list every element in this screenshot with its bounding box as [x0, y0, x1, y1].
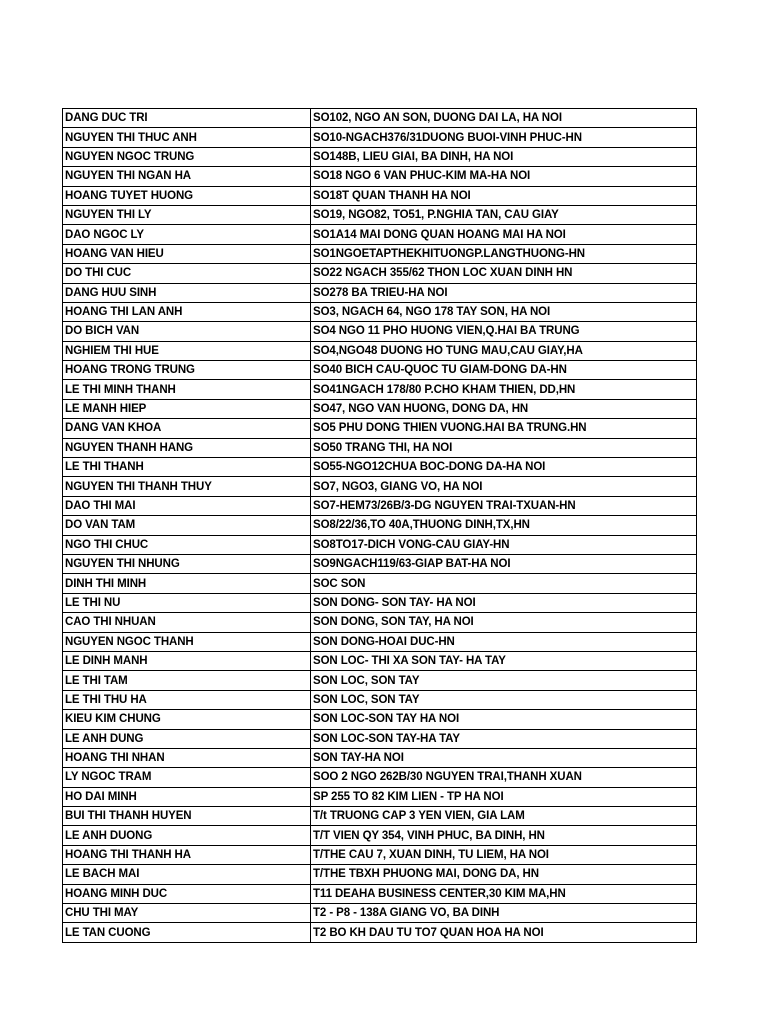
table-row: [63, 167, 697, 186]
address-cell[interactable]: SO7, NGO3, GIANG VO, HA NOI: [311, 477, 697, 496]
address-cell[interactable]: T/t TRUONG CAP 3 YEN VIEN, GIA LAM: [311, 807, 697, 826]
name-cell[interactable]: DINH THI MINH: [63, 574, 311, 593]
address-cell[interactable]: SO4,NGO48 DUONG HO TUNG MAU,CAU GIAY,HA: [311, 341, 697, 360]
table-row: [63, 651, 697, 670]
address-cell[interactable]: T11 DEAHA BUSINESS CENTER,30 KIM MA,HN: [311, 884, 697, 903]
address-cell[interactable]: SO55-NGO12CHUA BOC-DONG DA-HA NOI: [311, 458, 697, 477]
name-cell[interactable]: HOANG TRONG TRUNG: [63, 361, 311, 380]
address-cell[interactable]: SON DONG, SON TAY, HA NOI: [311, 613, 697, 632]
address-cell[interactable]: T/T VIEN QY 354, VINH PHUC, BA DINH, HN: [311, 826, 697, 845]
table-row: [63, 807, 697, 826]
name-cell[interactable]: LE ANH DUONG: [63, 826, 311, 845]
table-row: [63, 826, 697, 845]
address-cell[interactable]: SO1A14 MAI DONG QUAN HOANG MAI HA NOI: [311, 225, 697, 244]
address-cell[interactable]: SO8TO17-DICH VONG-CAU GIAY-HN: [311, 535, 697, 554]
address-table-body: [63, 109, 697, 943]
name-cell[interactable]: NGUYEN THI THANH THUY: [63, 477, 311, 496]
name-cell[interactable]: KIEU KIM CHUNG: [63, 710, 311, 729]
table-row: [63, 632, 697, 651]
table-row: [63, 574, 697, 593]
name-cell[interactable]: CAO THI NHUAN: [63, 613, 311, 632]
table-row: [63, 186, 697, 205]
table-row: [63, 865, 697, 884]
address-cell[interactable]: SO18 NGO 6 VAN PHUC-KIM MA-HA NOI: [311, 167, 697, 186]
table-row: [63, 302, 697, 321]
table-row: [63, 361, 697, 380]
name-cell[interactable]: NGO THI CHUC: [63, 535, 311, 554]
table-row: [63, 380, 697, 399]
address-cell[interactable]: SO1NGOETAPTHEKHITUONGP.LANGTHUONG-HN: [311, 244, 697, 263]
address-cell[interactable]: SO8/22/36,TO 40A,THUONG DINH,TX,HN: [311, 516, 697, 535]
address-cell[interactable]: SOO 2 NGO 262B/30 NGUYEN TRAI,THANH XUAN: [311, 768, 697, 787]
address-cell[interactable]: SON LOC-SON TAY HA NOI: [311, 710, 697, 729]
name-cell[interactable]: NGHIEM THI HUE: [63, 341, 311, 360]
table-row: [63, 264, 697, 283]
name-cell[interactable]: DANG VAN KHOA: [63, 419, 311, 438]
table-row: [63, 225, 697, 244]
address-cell[interactable]: T/THE CAU 7, XUAN DINH, TU LIEM, HA NOI: [311, 845, 697, 864]
address-cell[interactable]: SO47, NGO VAN HUONG, DONG DA, HN: [311, 399, 697, 418]
name-cell[interactable]: NGUYEN THI THUC ANH: [63, 128, 311, 147]
name-cell[interactable]: DANG HUU SINH: [63, 283, 311, 302]
name-cell[interactable]: LE THI NU: [63, 593, 311, 612]
table-row: [63, 322, 697, 341]
table-row: [63, 748, 697, 767]
table-row: [63, 710, 697, 729]
table-row: [63, 671, 697, 690]
address-cell[interactable]: SO4 NGO 11 PHO HUONG VIEN,Q.HAI BA TRUNG: [311, 322, 697, 341]
table-row: [63, 593, 697, 612]
name-cell[interactable]: CHU THI MAY: [63, 904, 311, 923]
name-cell[interactable]: DO BICH VAN: [63, 322, 311, 341]
name-cell[interactable]: DANG DUC TRI: [63, 109, 311, 128]
address-cell[interactable]: SO7-HEM73/26B/3-DG NGUYEN TRAI-TXUAN-HN: [311, 496, 697, 515]
table-row: [63, 438, 697, 457]
name-cell[interactable]: NGUYEN THI LY: [63, 205, 311, 224]
table-row: [63, 477, 697, 496]
address-cell[interactable]: SO50 TRANG THI, HA NOI: [311, 438, 697, 457]
table-row: [63, 535, 697, 554]
name-cell[interactable]: HOANG THI LAN ANH: [63, 302, 311, 321]
name-cell[interactable]: LE BACH MAI: [63, 865, 311, 884]
table-row: [63, 845, 697, 864]
address-cell[interactable]: SO5 PHU DONG THIEN VUONG.HAI BA TRUNG.HN: [311, 419, 697, 438]
address-cell[interactable]: SON TAY-HA NOI: [311, 748, 697, 767]
name-cell[interactable]: HOANG MINH DUC: [63, 884, 311, 903]
address-cell[interactable]: SO40 BICH CAU-QUOC TU GIAM-DONG DA-HN: [311, 361, 697, 380]
table-row: [63, 787, 697, 806]
name-cell[interactable]: LE THI MINH THANH: [63, 380, 311, 399]
name-cell[interactable]: NGUYEN THI NGAN HA: [63, 167, 311, 186]
address-cell[interactable]: SOC SON: [311, 574, 697, 593]
address-cell[interactable]: SO148B, LIEU GIAI, BA DINH, HA NOI: [311, 147, 697, 166]
table-row: [63, 205, 697, 224]
address-cell[interactable]: SON LOC-SON TAY-HA TAY: [311, 729, 697, 748]
address-cell[interactable]: SO41NGACH 178/80 P.CHO KHAM THIEN, DD,HN: [311, 380, 697, 399]
address-cell[interactable]: SO19, NGO82, TO51, P.NGHIA TAN, CAU GIAY: [311, 205, 697, 224]
name-cell[interactable]: LE MANH HIEP: [63, 399, 311, 418]
table-row: [63, 904, 697, 923]
table-row: [63, 554, 697, 573]
name-cell[interactable]: DO THI CUC: [63, 264, 311, 283]
name-cell[interactable]: DAO NGOC LY: [63, 225, 311, 244]
address-cell[interactable]: SO278 BA TRIEU-HA NOI: [311, 283, 697, 302]
name-cell[interactable]: NGUYEN NGOC THANH: [63, 632, 311, 651]
name-cell[interactable]: LE THI THANH: [63, 458, 311, 477]
address-table: [62, 108, 697, 943]
address-cell[interactable]: SO22 NGACH 355/62 THON LOC XUAN DINH HN: [311, 264, 697, 283]
name-cell[interactable]: LE THI TAM: [63, 671, 311, 690]
table-row: [63, 341, 697, 360]
address-cell[interactable]: SON LOC, SON TAY: [311, 690, 697, 709]
address-cell[interactable]: T2 - P8 - 138A GIANG VO, BA DINH: [311, 904, 697, 923]
name-cell[interactable]: NGUYEN THI NHUNG: [63, 554, 311, 573]
table-row: [63, 283, 697, 302]
table-row: [63, 516, 697, 535]
name-cell[interactable]: LY NGOC TRAM: [63, 768, 311, 787]
table-row: [63, 768, 697, 787]
address-cell[interactable]: SP 255 TO 82 KIM LIEN - TP HA NOI: [311, 787, 697, 806]
address-cell[interactable]: SO3, NGACH 64, NGO 178 TAY SON, HA NOI: [311, 302, 697, 321]
name-cell[interactable]: LE THI THU HA: [63, 690, 311, 709]
name-cell[interactable]: HO DAI MINH: [63, 787, 311, 806]
table-row: [63, 244, 697, 263]
table-row: [63, 419, 697, 438]
address-cell[interactable]: SO102, NGO AN SON, DUONG DAI LA, HA NOI: [311, 109, 697, 128]
address-cell[interactable]: SO9NGACH119/63-GIAP BAT-HA NOI: [311, 554, 697, 573]
address-cell[interactable]: SON DONG-HOAI DUC-HN: [311, 632, 697, 651]
name-cell[interactable]: HOANG TUYET HUONG: [63, 186, 311, 205]
name-cell[interactable]: HOANG VAN HIEU: [63, 244, 311, 263]
name-cell[interactable]: LE TAN CUONG: [63, 923, 311, 942]
name-cell[interactable]: NGUYEN THANH HANG: [63, 438, 311, 457]
table-row: [63, 496, 697, 515]
name-cell[interactable]: DAO THI MAI: [63, 496, 311, 515]
name-cell[interactable]: NGUYEN NGOC TRUNG: [63, 147, 311, 166]
name-cell[interactable]: HOANG THI NHAN: [63, 748, 311, 767]
table-row: [63, 399, 697, 418]
address-cell[interactable]: T/THE TBXH PHUONG MAI, DONG DA, HN: [311, 865, 697, 884]
address-cell[interactable]: T2 BO KH DAU TU TO7 QUAN HOA HA NOI: [311, 923, 697, 942]
name-cell[interactable]: DO VAN TAM: [63, 516, 311, 535]
table-row: [63, 109, 697, 128]
table-row: [63, 923, 697, 942]
table-row: [63, 884, 697, 903]
table-row: [63, 128, 697, 147]
table-row: [63, 613, 697, 632]
address-cell[interactable]: SON LOC, SON TAY: [311, 671, 697, 690]
address-cell[interactable]: SON LOC- THI XA SON TAY- HA TAY: [311, 651, 697, 670]
table-row: [63, 690, 697, 709]
table-row: [63, 147, 697, 166]
table-row: [63, 458, 697, 477]
address-cell[interactable]: SON DONG- SON TAY- HA NOI: [311, 593, 697, 612]
address-cell[interactable]: SO10-NGACH376/31DUONG BUOI-VINH PHUC-HN: [311, 128, 697, 147]
name-cell[interactable]: LE DINH MANH: [63, 651, 311, 670]
table-row: [63, 729, 697, 748]
address-cell[interactable]: SO18T QUAN THANH HA NOI: [311, 186, 697, 205]
name-cell[interactable]: BUI THI THANH HUYEN: [63, 807, 311, 826]
name-cell[interactable]: HOANG THI THANH HA: [63, 845, 311, 864]
name-cell[interactable]: LE ANH DUNG: [63, 729, 311, 748]
